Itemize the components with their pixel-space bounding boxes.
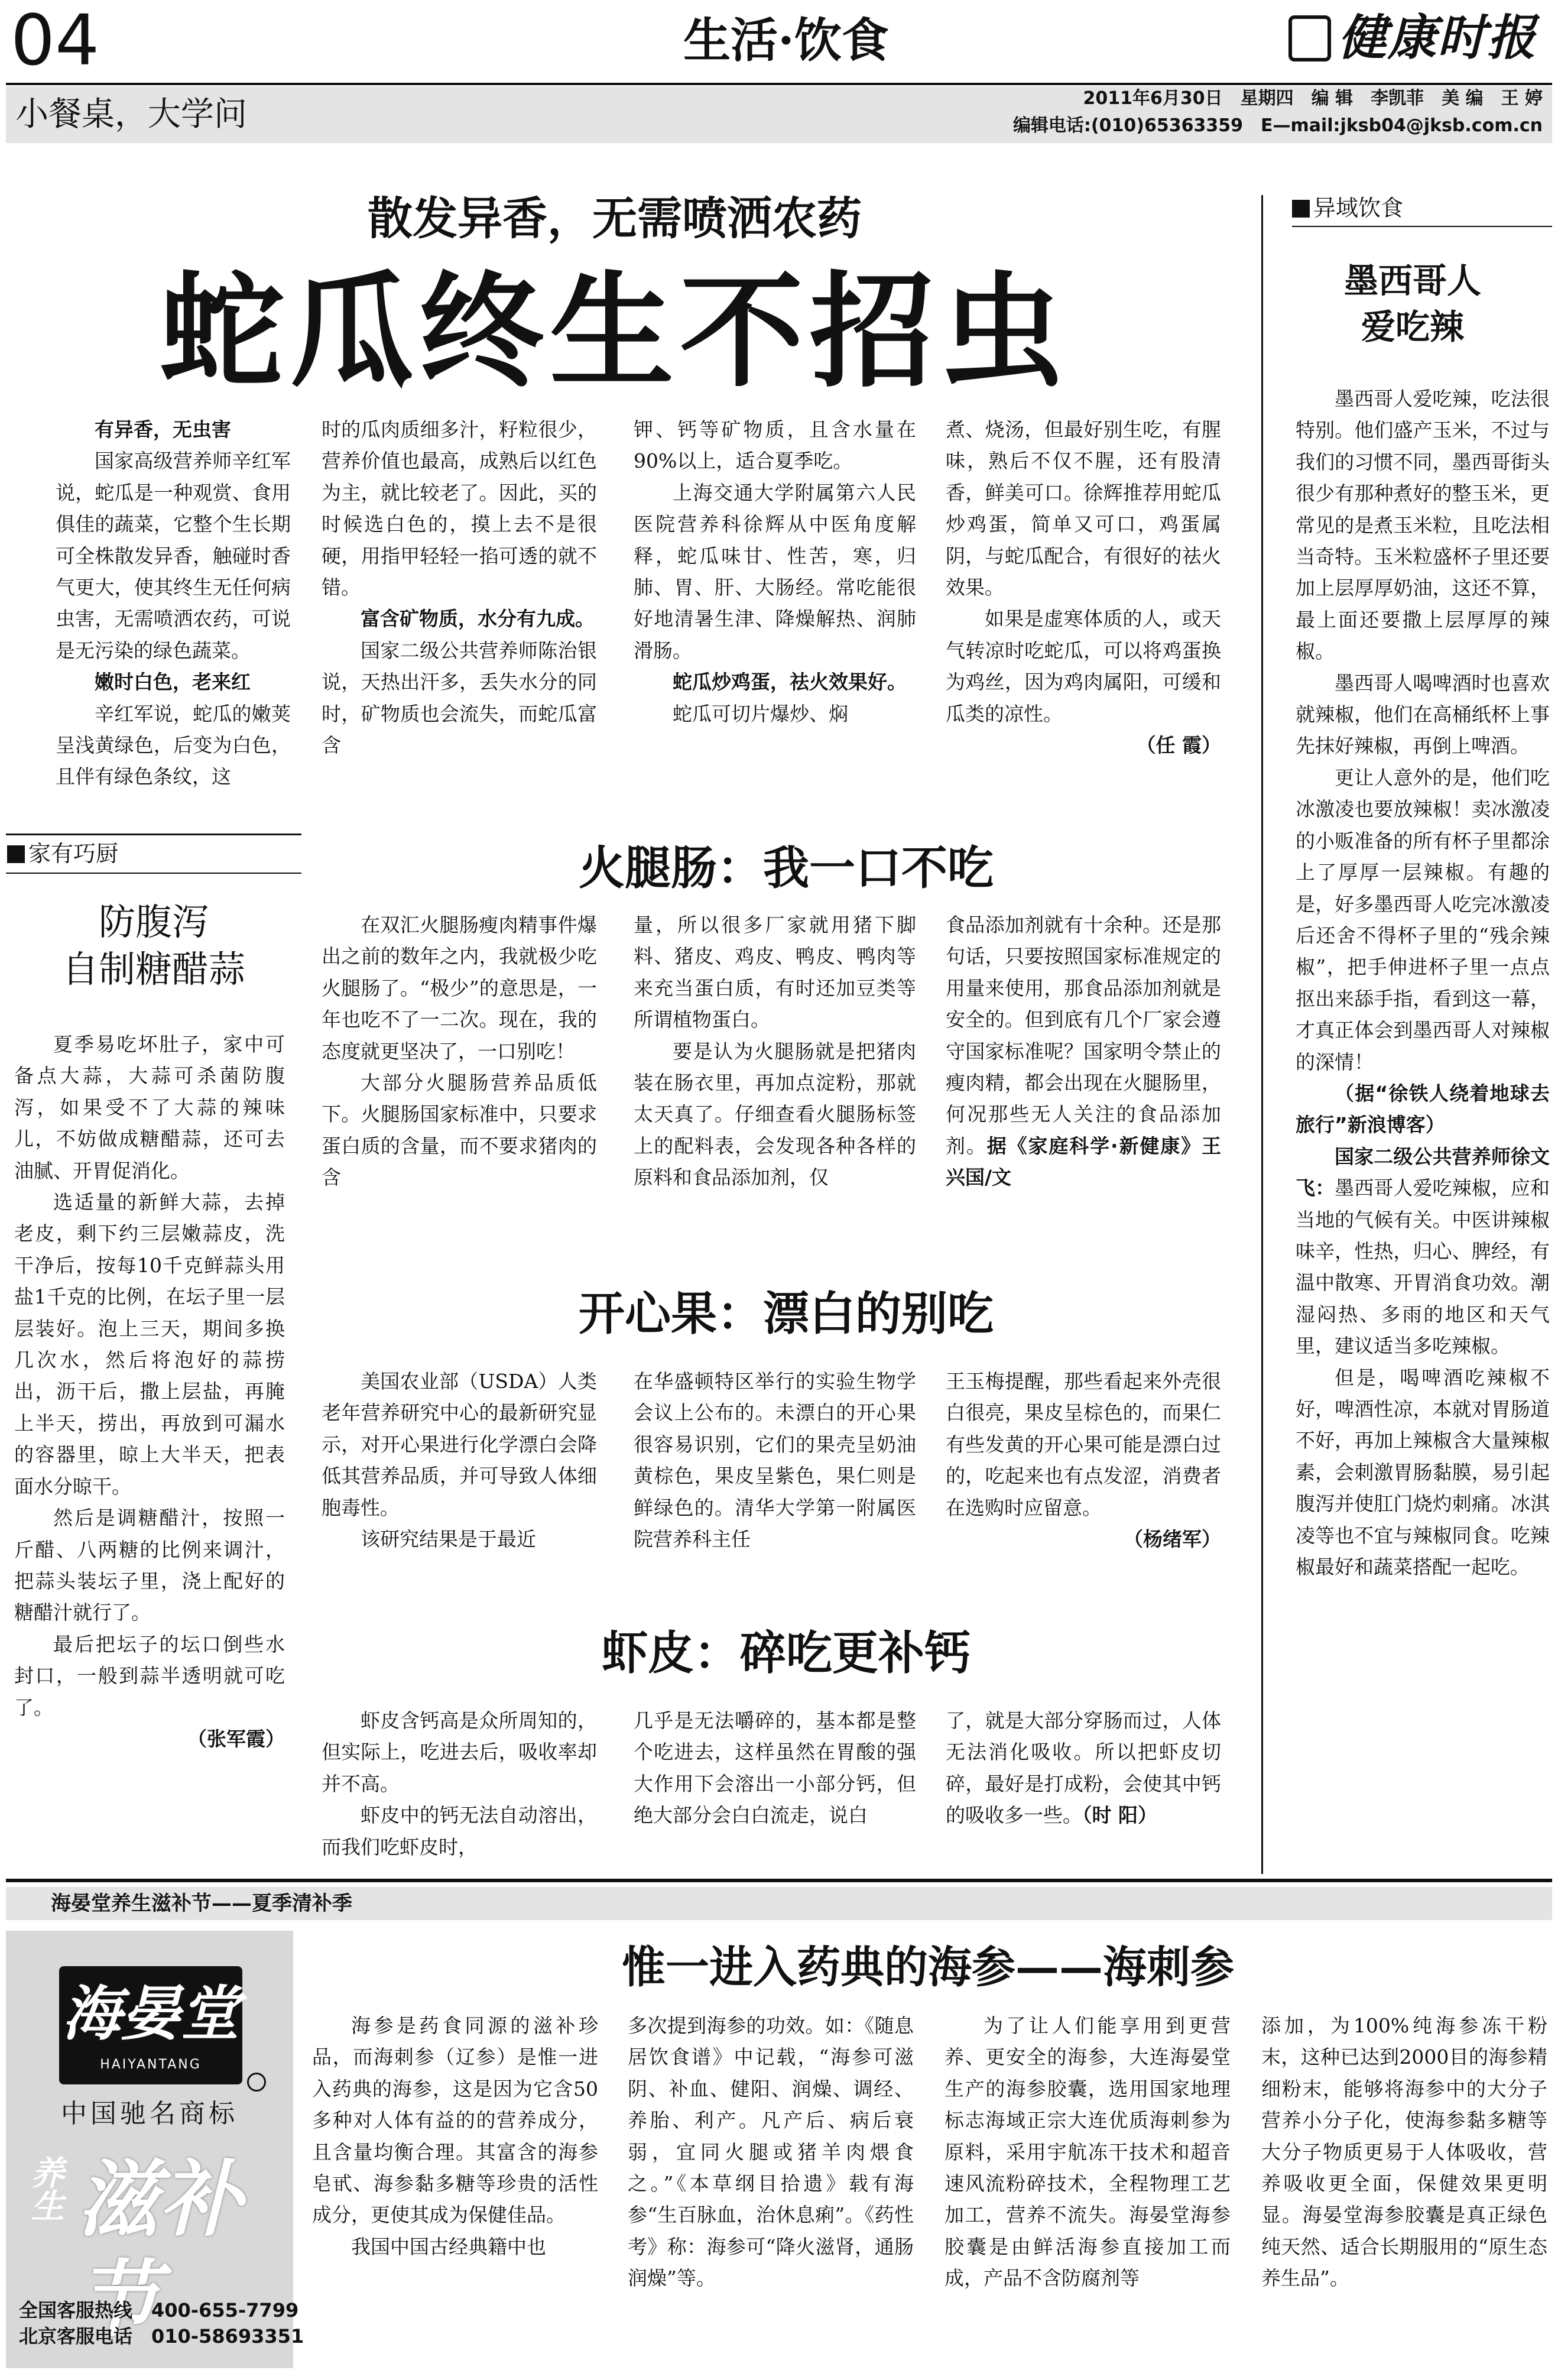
expert-name: 国家二级公共营养师徐文飞： [1296, 1144, 1550, 1200]
header-rule [6, 83, 1552, 85]
paragraph: 国家二级公共营养师陈治银说，天热出汗多，丢失水分的同时，矿物质也会流失，而蛇瓜富含 [322, 638, 597, 757]
ad-col-1 [312, 2010, 598, 2262]
shrimp-title: 虾皮：碎吃更补钙 [601, 1626, 970, 1680]
section-label: 异域饮食 [1313, 195, 1404, 221]
main-col-4 [946, 414, 1221, 761]
main-kicker: 散发异香，无需喷洒农药 [368, 192, 862, 245]
paragraph: 上海交通大学附属第六人民医院营养科徐辉从中医角度解释，蛇瓜味甘、性苦，寒，归肺、胃、肝、大肠经。常吃能很好地清暑生津、降燥解热、润肺滑肠。 [634, 481, 916, 662]
ham-col-1 [322, 909, 597, 1194]
paragraph: 辛红军说，蛇瓜的嫩荚呈浅黄绿色，后变为白色，且伴有绿色条纹，这 [56, 702, 291, 789]
section-title: 生活·饮食 [683, 12, 889, 68]
left-sidebar-rule [6, 873, 301, 874]
contact-line: 编辑电话:(010)65363359 E—mail:jksb04@jksb.com.cn [1012, 115, 1543, 136]
byline: （任 霞） [1136, 734, 1221, 757]
paragraph-text: 了，就是大部分穿肠而过，人体无法消化吸收。所以把虾皮切碎，最好是打成粉，会使其中钙的吸收多一些。 [946, 1709, 1221, 1827]
festival-big: 滋补节 [77, 2151, 243, 2349]
left-sidebar-rule [6, 834, 301, 835]
date-line: 2011年6月30日 星期四 编 辑 李凯菲 美 编 王 婷 [1083, 88, 1543, 109]
main-title: 蛇瓜终生不招虫 [159, 260, 1070, 404]
paragraph: 添加，为100%纯海参冻干粉末，这种已达到2000目的海参精细粉末，能够将海参中的大分子营养小分子化，使海参黏多糖等大分子物质更易于人体吸收，营养吸收更全面，保健效果更明显。海晏堂海参胶囊是真正绿色纯天然、适合长期服用的“原生态养生品”。 [1261, 2014, 1547, 2290]
ham-col-2 [634, 909, 916, 1194]
ham-title: 火腿肠：我一口不吃 [578, 841, 994, 895]
left-sidebar-title-2: 自制糖醋蒜 [61, 948, 245, 991]
byline: （张军霞） [187, 1727, 285, 1750]
subhead: 蛇瓜炒鸡蛋，祛火效果好。 [673, 670, 907, 694]
paragraph: 我国中国古经典籍中也 [351, 2235, 546, 2258]
paragraph: 时的瓜肉质细多汁，籽粒很少，营养价值也最高，成熟后以红色为主，就比较老了。因此，买的时候选白色的，摸上去不是很硬，用指甲轻轻一掐可透的就不错。 [322, 418, 597, 599]
ad-col-4 [1261, 2010, 1547, 2294]
paragraph: 虾皮中的钙无法自动溶出，而我们吃虾皮时， [322, 1804, 597, 1859]
paragraph: 煮、烧汤，但最好别生吃，有腥味，熟后不仅不腥，还有股清香，鲜美可口。徐辉推荐用蛇瓜炒鸡蛋，简单又可口，鸡蛋属阴，与蛇瓜配合，有很好的祛火效果。 [946, 418, 1221, 599]
brand-english: HAIYANTANG [100, 2057, 202, 2072]
logo-text: 健康时报 [1338, 9, 1537, 66]
paragraph: 在华盛顿特区举行的实验生物学会议上公布的。未漂白的开心果很容易识别，它们的果壳呈奶油黄棕色，果皮呈紫色，果仁则是鲜绿色的。清华大学第一附属医院营养科主任 [634, 1370, 916, 1551]
paragraph [946, 1705, 1221, 1831]
expert-text: 墨西哥人爱吃辣椒，应和当地的气候有关。中医讲辣椒味辛，性热，归心、脾经，有温中散寒、开胃消食功效。潮湿闷热、多雨的地区和天气里，建议适当多吃辣椒。 [1296, 1176, 1550, 1358]
paragraph: 选适量的新鲜大蒜，去掉老皮，剩下约三层嫩蒜皮，洗干净后，按每10千克鲜蒜头用盐1千克的比例，在坛子里一层层装好。泡上三天，期间多换几次水，然后将泡好的蒜捞出，沥干后，撒上层盐，再腌上半天，捞出，再放到可漏水的容器里，晾上大半天，把表面水分晾干。 [14, 1191, 285, 1498]
main-col-2 [322, 414, 597, 761]
paragraph: 国家高级营养师辛红军说，蛇瓜是一种观赏、食用俱佳的蔬菜，它整个生长期可全株散发异香，触碰时香气更大，使其终生无任何病虫害，无需喷洒农药，可说是无污染的绿色蔬菜。 [56, 449, 291, 662]
paragraph: 大部分火腿肠营养品质低下。火腿肠国家标准中，只要求蛋白质的含量，而不要求猪肉的含 [322, 1071, 597, 1189]
paragraph: 蛇瓜可切片爆炒、焖 [673, 702, 848, 725]
left-sidebar-body [14, 1029, 285, 1755]
right-sidebar-rule [1292, 226, 1552, 227]
paragraph: 最后把坛子的坛口倒些水封口，一般到蒜半透明就可吃了。 [14, 1632, 285, 1719]
shrimp-col-1 [322, 1705, 597, 1863]
paragraph-text: 食品添加剂就有十余种。还是那句话，只要按照国家标准规定的用量来使用，那食品添加剂就是安全的。但到底有几个厂家会遵守国家标准呢？国家明令禁止的瘦肉精，都会出现在火腿肠里，何况那些无人关注的食品添加剂。 [946, 913, 1221, 1157]
paragraph: 王玉梅提醒，那些看起来外壳很白很亮，果皮呈棕色的，而果仁有些发黄的开心果可能是漂白过的，吃起来也有点发涩，消费者在选购时应留意。 [946, 1370, 1221, 1519]
right-sidebar-title-2: 爱吃辣 [1361, 307, 1464, 347]
ad-col-3 [944, 2010, 1231, 2294]
paragraph: 墨西哥人喝啤酒时也喜欢就辣椒，他们在高桶纸杯上事先抹好辣椒，再倒上啤酒。 [1296, 671, 1550, 758]
paragraph: 夏季易吃坏肚子，家中可备点大蒜，大蒜可杀菌防腹泻，如果受不了大蒜的辣味儿，不妨做成糖醋蒜，还可去油腻、开胃促消化。 [14, 1033, 285, 1182]
main-col-1 [56, 414, 291, 793]
paragraph: 要是认为火腿肠就是把猪肉装在肠衣里，再加点淀粉，那就太天真了。仔细查看火腿肠标签上的配料表，会发现各种各样的原料和食品添加剂，仅 [634, 1039, 916, 1189]
square-icon [7, 845, 25, 863]
brand-seal [59, 1966, 242, 2084]
festival-small: 养生 [26, 2155, 65, 2222]
left-sidebar-section [7, 838, 118, 869]
ham-col-3 [946, 909, 1221, 1194]
paragraph: 该研究结果是于最近 [361, 1528, 536, 1551]
byline: 据《家庭科学·新健康》王兴国/文 [946, 1134, 1221, 1189]
right-sidebar-rule [1261, 195, 1263, 1874]
ad-banner: 海晏堂养生滋补节——夏季清补季 [51, 1892, 352, 1915]
pistachio-col-2 [634, 1366, 916, 1555]
paragraph [1296, 1141, 1550, 1362]
right-sidebar-title-1: 墨西哥人 [1343, 261, 1481, 301]
ad-title: 惟一进入药典的海参——海刺参 [622, 1942, 1234, 1993]
subhead: 富含矿物质，水分有九成。 [361, 607, 595, 631]
logo-mark-icon [1288, 15, 1331, 61]
paragraph: 更让人意外的是，他们吃冰激凌也要放辣椒！卖冰激凌的小贩准备的所有杯子里都涂上了厚厚一层辣椒。有趣的是，好多墨西哥人吃完冰激凌后还舍不得杯子里的“残余辣椒”，把手伸进杯子里一点点抠出来舔手指，看到这一幕，才真正体会到墨西哥人对辣椒的深情！ [1296, 766, 1550, 1074]
logo [1288, 9, 1549, 66]
ad-logo-panel [6, 1931, 304, 2368]
paragraph: 几乎是无法嚼碎的，基本都是整个吃进去，这样虽然在胃酸的强大作用下会溶出一小部分钙，但绝大部分会白白流走，说白 [634, 1709, 916, 1827]
paragraph [946, 909, 1221, 1194]
pistachio-col-1 [322, 1366, 597, 1555]
section-label: 家有巧厨 [28, 841, 119, 867]
ad-top-rule [6, 1879, 1552, 1882]
paragraph: 虾皮含钙高是众所周知的，但实际上，吃进去后，吸收率却并不高。 [322, 1709, 597, 1795]
beijing-hotline: 北京客服电话 010-58693351 [19, 2325, 304, 2347]
pistachio-col-3 [946, 1366, 1221, 1555]
page-number: 04 [11, 0, 100, 81]
brand-slogan: 中国驰名商标 [61, 2099, 238, 2129]
column-title: 小餐桌，大学问 [15, 95, 247, 134]
paragraph: 多次提到海参的功效。如：《随息居饮食谱》中记载，“海参可滋阴、补血、健阳、润燥、调经、养胎、利产。凡产后、病后衰弱，宜同火腿或猪羊肉煨食之。”《本草纲目拾遗》载有海参“生百脉血，治休息痢”。《药性考》称：海参可“降火滋肾，通肠润燥”等。 [628, 2014, 914, 2290]
pistachio-title: 开心果：漂白的别吃 [578, 1287, 994, 1341]
byline: （时 阳） [1082, 1804, 1157, 1827]
paragraph: 海参是药食同源的滋补珍品，而海刺参（辽参）是惟一进入药典的海参，这是因为它含50多种对人体有益的的营养成分，且含量均衡合理。其富含的海参皂甙、海参黏多糖等珍贵的活性成分，更使其成为保健佳品。 [312, 2014, 598, 2227]
ad-col-2 [628, 2010, 914, 2294]
square-icon [1292, 200, 1310, 218]
paragraph: 量，所以很多厂家就用猪下脚料、猪皮、鸡皮、鸭皮、鸭肉等来充当蛋白质，有时还加豆类等所谓植物蛋白。 [634, 913, 916, 1032]
byline: （杨绪军） [1124, 1528, 1221, 1551]
paragraph: 墨西哥人爱吃辣，吃法很特别。他们盛产玉米，不过与我们的习惯不同，墨西哥街头很少有那种煮好的整玉米，更常见的是煮玉米粒，且吃法相当奇特。玉米粒盛杯子里还要加上层厚厚奶油，这还不算，最上面还要撒上层厚厚的辣椒。 [1296, 387, 1550, 663]
right-sidebar-section [1292, 193, 1403, 223]
paragraph: 然后是调糖醋汁，按照一斤醋、八两糖的比例来调汁，把蒜头装坛子里，浇上配好的糖醋汁就行了。 [14, 1506, 285, 1625]
paragraph: 为了让人们能享用到更营养、更安全的海参，大连海晏堂生产的海参胶囊，选用国家地理标志海域正宗大连优质海刺参为原料，采用宇航冻干技术和超音速风流粉碎技术，全程物理工艺加工，营养不流失。海晏堂海参胶囊是由鲜活海参直接加工而成，产品不含防腐剂等 [944, 2014, 1231, 2290]
registered-icon [247, 2073, 266, 2092]
subhead: 嫩时白色，老来红 [95, 670, 251, 694]
left-sidebar-title-1: 防腹泻 [98, 900, 209, 943]
subhead: 有异香，无虫害 [95, 418, 231, 441]
shrimp-col-3 [946, 1705, 1221, 1831]
paragraph: 在双汇火腿肠瘦肉精事件爆出之前的数年之内，我就极少吃火腿肠了。“极少”的意思是，一年也吃不了一二次。现在，我的态度就更坚决了，一口别吃！ [322, 913, 597, 1063]
hotline: 全国客服热线 400-655-7799 [19, 2299, 299, 2321]
paragraph: 但是，喝啤酒吃辣椒不好，啤酒性凉，本就对胃肠道不好，再加上辣椒含大量辣椒素，会刺激胃肠黏膜，易引起腹泻并使肛门烧灼刺痛。冰淇凌等也不宜与辣椒同食。吃辣椒最好和蔬菜搭配一起吃。 [1296, 1366, 1550, 1579]
paragraph: 如果是虚寒体质的人，或天气转凉时吃蛇瓜，可以将鸡蛋换为鸡丝，因为鸡肉属阳，可缓和瓜类的凉性。 [946, 607, 1221, 725]
paragraph: 美国农业部（USDA）人类老年营养研究中心的最新研究显示，对开心果进行化学漂白会降低其营养品质，并可导致人体细胞毒性。 [322, 1370, 597, 1519]
shrimp-col-2 [634, 1705, 916, 1831]
main-col-3 [634, 414, 916, 729]
right-sidebar-body [1296, 383, 1550, 1583]
brand-name: 海晏堂 [62, 1979, 239, 2048]
source-note: （据“徐铁人绕着地球去旅行”新浪博客） [1296, 1081, 1550, 1137]
paragraph: 钾、钙等矿物质，且含水量在90%以上，适合夏季吃。 [634, 418, 916, 473]
